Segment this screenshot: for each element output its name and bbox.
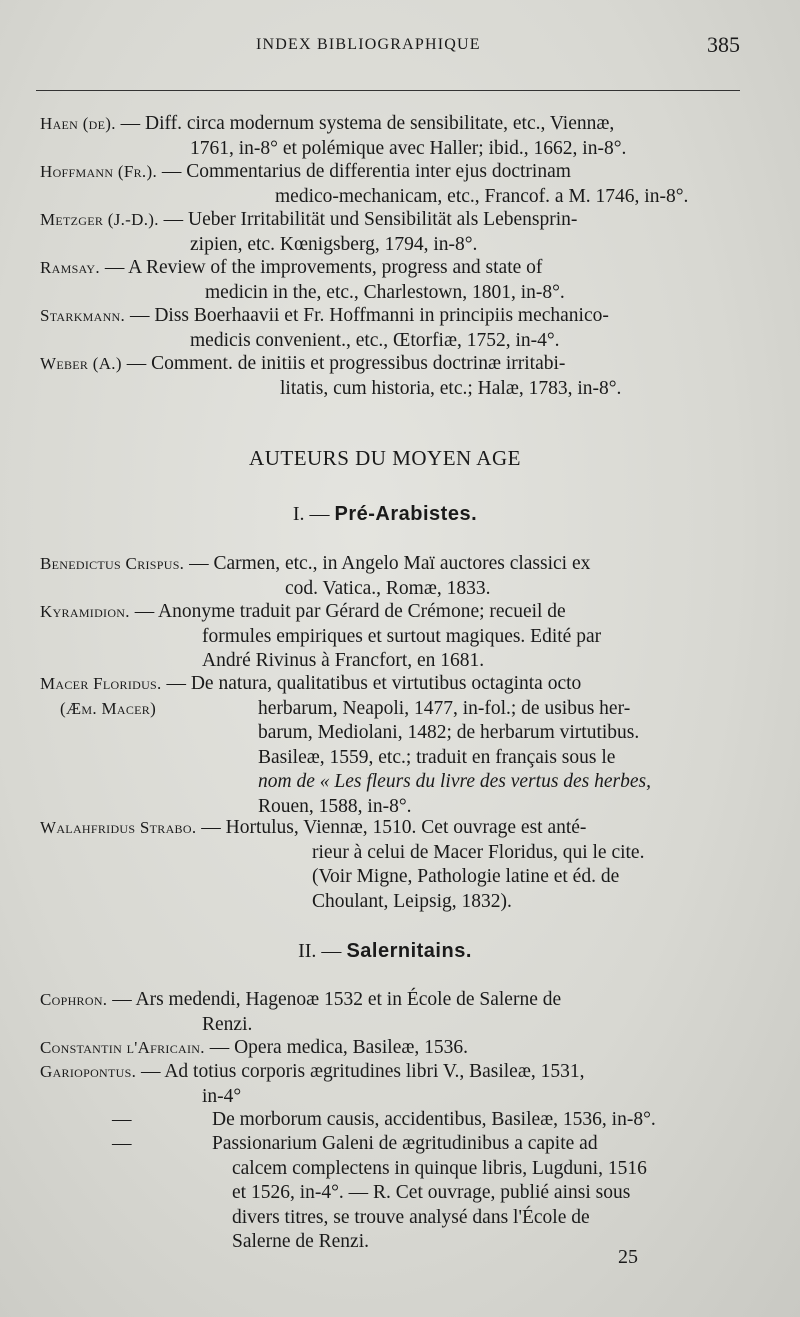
entry-constantin (40, 1036, 755, 1061)
section-title: AUTEURS DU MOYEN AGE (249, 446, 521, 470)
entry-author: Walahfridus Strabo. (40, 818, 197, 837)
entry-gariopontus (40, 1060, 755, 1109)
entry-line: — A Review of the improvements, progress and state of (104, 257, 543, 278)
entry-author: Cophron. (40, 990, 108, 1009)
entry-line: — Diss Boerhaavii et Fr. Hoffmanni in principiis mechanico- (129, 305, 609, 326)
entry-line: Basileæ, 1559, etc.; traduit en français sous le (258, 746, 616, 768)
entry-line: formules empiriques et surtout magiques. Edité par (202, 625, 602, 647)
entry-line: in-4° (202, 1085, 242, 1107)
entry-line: medicin in the, etc., Charlestown, 1801, in-8°. (205, 281, 565, 303)
entry-line: zipien, etc. Kœnigsberg, 1794, in-8°. (190, 233, 478, 255)
entry-author: Constantin l'Africain. (40, 1038, 205, 1057)
entry-haen (40, 112, 755, 161)
entry-line: Rouen, 1588, in-8°. (258, 795, 412, 817)
entry-de-morborum (40, 1108, 755, 1133)
entry-line: De morborum causis, accidentibus, Basileæ, 1536, in-8°. (212, 1109, 656, 1130)
entry-author-alias: (Æm. Macer) (60, 698, 157, 718)
entry-line: 1761, in-8° et polémique avec Haller; ibid., 1662, in-8°. (190, 137, 627, 159)
entry-line: barum, Mediolani, 1482; de herbarum virtutibus. (258, 722, 640, 743)
entry-author: Hoffmann (Fr.). (40, 162, 157, 181)
subsection-number: I. — (292, 503, 330, 525)
entry-line: divers titres, se trouve analysé dans l'École de (232, 1206, 590, 1228)
signature-number: 25 (618, 1246, 638, 1268)
entry-line: — Commentarius de differentia inter ejus doctrinam (161, 161, 571, 182)
entry-author: Gariopontus. (40, 1062, 137, 1081)
entry-line: (Voir Migne, Pathologie latine et éd. de (312, 866, 620, 887)
entry-ramsay (40, 256, 755, 305)
entry-author: Ramsay. (40, 258, 100, 277)
subsection-label: Pré-Arabistes. (334, 503, 478, 525)
entry-dash: — (112, 1109, 132, 1130)
entry-author: Macer Floridus. (40, 674, 162, 693)
entry-line: — Opera medica, Basileæ, 1536. (209, 1037, 469, 1058)
entry-walahfridus (40, 816, 755, 914)
entry-starkmann (40, 304, 755, 353)
entry-weber (40, 352, 755, 401)
entry-line: — Diff. circa modernum systema de sensibilitate, etc., Viennæ, (120, 113, 615, 134)
entry-line: nom de « Les fleurs du livre des vertus des herbes, (258, 771, 652, 792)
entry-line: André Rivinus à Francfort, en 1681. (202, 650, 485, 671)
entry-metzger (40, 208, 755, 257)
entry-benedictus (40, 552, 755, 601)
entry-line: calcem complectens in quinque libris, Lugduni, 1516 (232, 1157, 647, 1179)
entry-line: — Comment. de initiis et progressibus doctrinæ irritabi- (126, 353, 566, 374)
entry-author: Benedictus Crispus. (40, 554, 185, 573)
entry-line: medicis convenient., etc., Œtorfiæ, 1752, in-4°. (190, 329, 560, 351)
header-page-number: 385 (707, 32, 740, 57)
subsection-title-salernitains (0, 940, 770, 963)
entry-line: — Ueber Irritabilität und Sensibilität als Lebensprin- (163, 209, 578, 230)
entry-line: Renzi. (202, 1013, 253, 1035)
entry-cophron (40, 988, 755, 1037)
entry-line: — Ad totius corporis ægritudines libri V., Basileæ, 1531, (141, 1061, 585, 1082)
entry-line: — De natura, qualitatibus et virtutibus octaginta octo (166, 673, 582, 694)
entry-line: — Ars medendi, Hagenoæ 1532 et in École de Salerne de (112, 989, 562, 1010)
entry-author: Metzger (J.-D.). (40, 210, 159, 229)
entry-line: et 1526, in-4°. — R. Cet ouvrage, publié ainsi sous (232, 1182, 631, 1203)
entry-line: — Anonyme traduit par Gérard de Crémone; recueil de (134, 601, 566, 622)
entry-passionarium (40, 1132, 755, 1255)
entry-line: — Carmen, etc., in Angelo Maï auctores classici ex (189, 553, 591, 574)
entry-line: Salerne de Renzi. (232, 1231, 369, 1252)
entry-line: cod. Vatica., Romæ, 1833. (285, 577, 491, 599)
header-rule (36, 90, 740, 91)
entry-macer (40, 672, 755, 819)
entry-author: Haen (de). (40, 114, 116, 133)
entry-line: herbarum, Neapoli, 1477, in-fol.; de usibus her- (258, 697, 631, 719)
header-title: INDEX BIBLIOGRAPHIQUE (256, 36, 481, 53)
entry-author: Kyramidion. (40, 602, 130, 621)
entry-dash: — (112, 1133, 132, 1154)
entry-line: — Hortulus, Viennæ, 1510. Cet ouvrage est anté- (201, 817, 587, 838)
entry-line: medico-mechanicam, etc., Francof. a M. 1746, in-8°. (275, 185, 689, 207)
entry-kyramidion (40, 600, 755, 674)
entry-author: Weber (A.) (40, 354, 122, 373)
entry-author: Starkmann. (40, 306, 126, 325)
entry-line: rieur à celui de Macer Floridus, qui le cite. (312, 841, 645, 863)
entry-line: litatis, cum historia, etc.; Halæ, 1783, in-8°. (280, 377, 622, 399)
entry-line: Passionarium Galeni de ægritudinibus a capite ad (212, 1133, 598, 1154)
subsection-number: II. — (298, 940, 342, 962)
entry-line: Choulant, Leipsig, 1832). (312, 890, 512, 912)
running-header (36, 30, 740, 64)
subsection-title-pre-arabistes (0, 503, 770, 526)
subsection-label: Salernitains. (346, 940, 472, 962)
entry-hoffmann (40, 160, 755, 209)
